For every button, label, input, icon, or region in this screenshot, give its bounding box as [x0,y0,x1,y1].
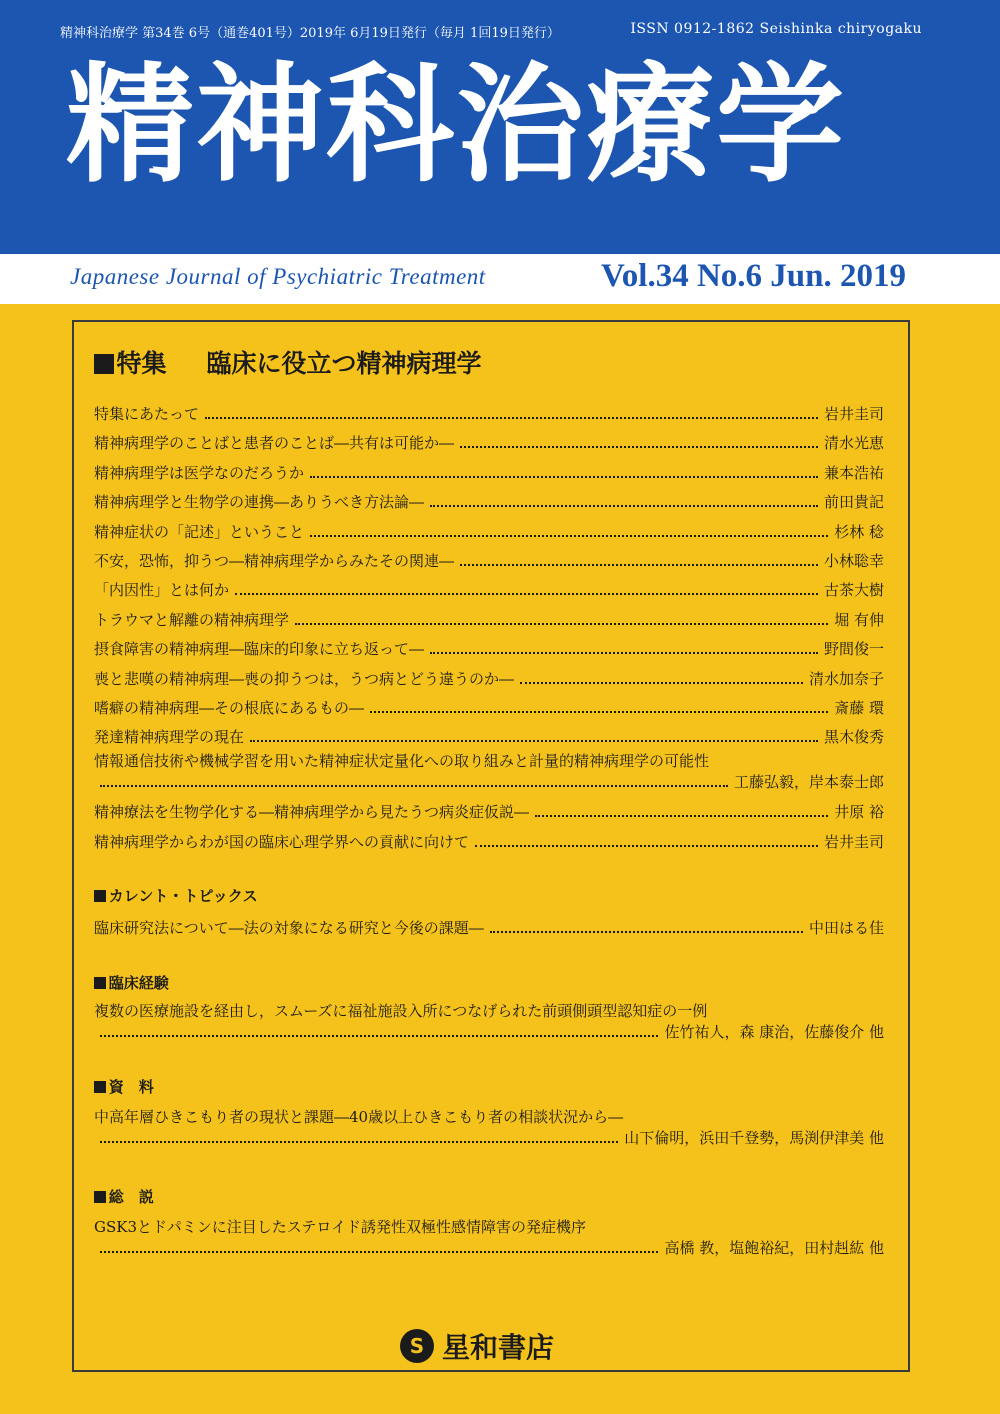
article-title: 精神病理学は医学なのだろうか [94,463,305,482]
leader-dots [100,1251,658,1253]
toc-row [94,486,884,512]
article-title: 精神病理学と生物学の連携―ありうべき方法論― [94,493,425,512]
article-author: 黒木俊秀 [823,728,884,747]
article-title: 臨床研究法について―法の対象になる研究と今後の課題― [94,919,484,937]
leader-dots [100,1141,618,1143]
leader-dots [235,593,818,595]
square-bullet-icon [94,354,114,374]
journal-english-title: Japanese Journal of Psychiatric Treatment [70,264,486,289]
article-title: 発達精神病理学の現在 [94,728,245,747]
materials-heading: 資 料 [94,1076,154,1097]
article-author: 前田貴記 [823,493,884,512]
square-bullet-icon [94,1191,106,1203]
article-title: 精神病理学のことばと患者のことば―共有は可能か― [94,434,455,453]
article-author: 小林聡幸 [823,552,884,570]
leader-dots [430,652,818,654]
long-article-author-row [94,766,884,792]
leader-dots [100,1035,658,1037]
toc-row [94,663,884,689]
leader-dots [310,476,818,478]
materials-article-title: 中高年層ひきこもり者の現状と課題―40歳以上ひきこもり者の相談状況から― [94,1108,624,1126]
article-author: 高橋 教，塩飽裕紀，田村赳紘 他 [664,1239,884,1257]
article-author: 岩井圭司 [823,833,884,851]
toc-row [94,427,884,453]
article-title: 不安，恐怖，抑うつ―精神病理学からみたその関連― [94,552,455,570]
toc-row [94,796,884,822]
current-topics-heading: カレント・トピックス [94,885,258,906]
article-title: 精神症状の「記述」ということ [94,522,305,541]
issn-info: ISSN 0912-1862 Seishinka chiryogaku [630,21,922,37]
leader-dots [295,623,828,625]
leader-dots [460,564,818,566]
toc-row [94,692,884,718]
clinical-author-row [94,1016,884,1042]
long-article-title: 情報通信技術や機械学習を用いた精神症状定量化への取り組みと計量的精神病理学の可能性 [94,752,710,770]
clinical-heading: 臨床経験 [94,972,169,993]
square-bullet-icon [94,977,106,989]
journal-title: 精神科治療学 [66,51,847,200]
feature-label: 特集 [116,349,167,378]
article-title: 特集にあたって [94,405,200,423]
feature-theme: 臨床に役立つ精神病理学 [206,349,482,378]
leader-dots [100,785,728,787]
toc-row [94,721,884,747]
leader-dots [520,682,803,684]
feature-heading [94,344,482,380]
issue-info: 精神科治療学 第34巻 6号（通巻401号）2019年 6月19日発行（毎月 1回19日発行） [60,26,560,41]
publisher [400,1326,554,1366]
toc-row [94,604,884,630]
volume-issue: Vol.34 No.6 Jun. 2019 [600,258,906,294]
article-title: 摂食障害の精神病理―臨床的印象に立ち返って― [94,640,425,659]
article-author: 杉林 稔 [834,522,884,541]
toc-row [94,516,884,542]
article-author: 工藤弘毅，岸本泰士郎 [733,773,884,791]
article-author: 兼本浩祐 [823,463,884,482]
leader-dots [310,535,828,537]
leader-dots [370,711,828,713]
materials-author-row [94,1122,884,1148]
publisher-name: 星和書店 [442,1331,555,1364]
publisher-logo-icon: S [400,1329,434,1363]
toc-row [94,633,884,659]
leader-dots [205,417,818,419]
leader-dots [250,740,818,742]
toc-row [94,826,884,852]
review-author-row [94,1232,884,1258]
article-title: 喪と悲嘆の精神病理―喪の抑うつは，うつ病とどう違うのか― [94,669,515,688]
article-author: 古茶大樹 [823,581,884,600]
article-title: トラウマと解離の精神病理学 [94,610,290,629]
leader-dots [460,446,818,448]
review-article-title: GSK3とドパミンに注目したステロイド誘発性双極性感情障害の発症機序 [94,1218,586,1236]
article-title: 精神病理学からわが国の臨床心理学界への貢献に向けて [94,833,470,851]
article-author: 清水光恵 [823,434,884,453]
leader-dots [475,845,818,847]
toc-row [94,574,884,600]
current-topics-row [94,912,884,938]
article-author: 野間俊一 [823,640,884,659]
toc-row [94,545,884,571]
article-author: 佐竹祐人，森 康治，佐藤俊介 他 [664,1023,884,1041]
toc-row [94,457,884,483]
article-author: 岩井圭司 [823,405,884,423]
leader-dots [535,815,828,817]
article-author: 堀 有伸 [834,610,884,629]
article-author: 中田はる佳 [808,919,884,937]
toc-row [94,398,884,424]
leader-dots [430,505,818,507]
article-title: 嗜癖の精神病理―その根底にあるもの― [94,699,365,717]
article-author: 斎藤 環 [834,699,884,717]
article-author: 井原 裕 [834,803,884,821]
clinical-article-title: 複数の医療施設を経由し，スムーズに福祉施設入所につなげられた前頭側頭型認知症の一例 [94,1002,708,1020]
review-heading: 総 説 [94,1186,154,1207]
leader-dots [490,931,803,933]
article-author: 山下倫明，浜田千登勢，馬渕伊津美 他 [624,1129,884,1147]
square-bullet-icon [94,890,106,902]
article-title: 「内因性」とは何か [94,581,230,600]
square-bullet-icon [94,1081,106,1093]
article-title: 精神療法を生物学化する―精神病理学から見たうつ病炎症仮説― [94,803,530,821]
article-author: 清水加奈子 [808,669,884,688]
